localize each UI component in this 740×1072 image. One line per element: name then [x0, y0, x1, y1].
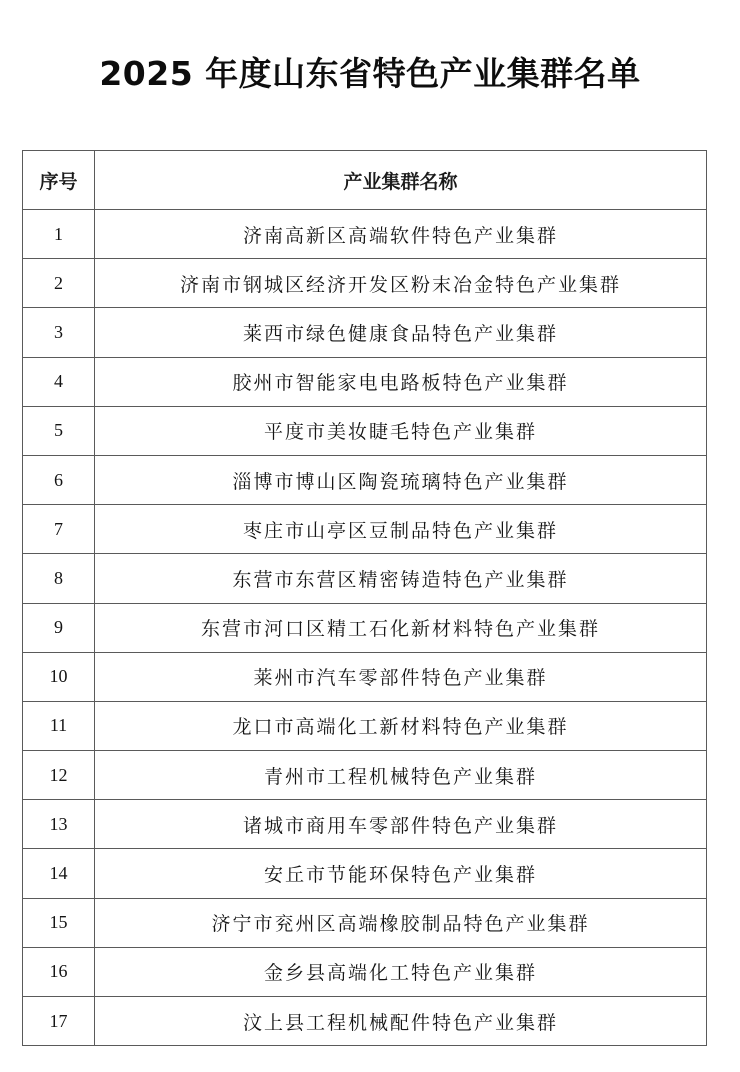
row-number: 8	[23, 554, 95, 603]
table-row	[23, 898, 707, 947]
table-row	[23, 210, 707, 259]
row-number: 16	[23, 947, 95, 996]
table-row	[23, 603, 707, 652]
table-row	[23, 997, 707, 1046]
table-body	[23, 210, 707, 1046]
row-number: 15	[23, 898, 95, 947]
page-title: 2025 年度山东省特色产业集群名单	[99, 54, 641, 93]
row-number: 17	[23, 997, 95, 1046]
table-row	[23, 947, 707, 996]
cluster-name: 平度市美妆睫毛特色产业集群	[95, 406, 707, 455]
table-row	[23, 308, 707, 357]
row-number: 11	[23, 701, 95, 750]
cluster-name: 汶上县工程机械配件特色产业集群	[95, 997, 707, 1046]
cluster-name: 胶州市智能家电电路板特色产业集群	[95, 357, 707, 406]
cluster-name: 青州市工程机械特色产业集群	[95, 751, 707, 800]
cluster-name: 枣庄市山亭区豆制品特色产业集群	[95, 505, 707, 554]
cluster-name: 济南高新区高端软件特色产业集群	[95, 210, 707, 259]
row-number: 3	[23, 308, 95, 357]
cluster-name: 金乡县高端化工特色产业集群	[95, 947, 707, 996]
table-row	[23, 357, 707, 406]
column-header-no: 序号	[23, 151, 95, 210]
row-number: 1	[23, 210, 95, 259]
table-header-row	[23, 151, 707, 210]
cluster-name: 济宁市兖州区高端橡胶制品特色产业集群	[95, 898, 707, 947]
cluster-list-table	[22, 150, 707, 1046]
row-number: 6	[23, 455, 95, 504]
table-row	[23, 554, 707, 603]
table-row	[23, 259, 707, 308]
table-row	[23, 751, 707, 800]
row-number: 2	[23, 259, 95, 308]
table-row	[23, 652, 707, 701]
table-row	[23, 406, 707, 455]
table-row	[23, 849, 707, 898]
table-row	[23, 455, 707, 504]
cluster-name: 龙口市高端化工新材料特色产业集群	[95, 701, 707, 750]
row-number: 7	[23, 505, 95, 554]
cluster-name: 诸城市商用车零部件特色产业集群	[95, 800, 707, 849]
row-number: 4	[23, 357, 95, 406]
cluster-name: 安丘市节能环保特色产业集群	[95, 849, 707, 898]
row-number: 14	[23, 849, 95, 898]
table-row	[23, 505, 707, 554]
column-header-name: 产业集群名称	[95, 151, 707, 210]
cluster-name: 莱西市绿色健康食品特色产业集群	[95, 308, 707, 357]
row-number: 10	[23, 652, 95, 701]
cluster-name: 莱州市汽车零部件特色产业集群	[95, 652, 707, 701]
cluster-name: 东营市河口区精工石化新材料特色产业集群	[95, 603, 707, 652]
row-number: 9	[23, 603, 95, 652]
row-number: 12	[23, 751, 95, 800]
cluster-name: 东营市东营区精密铸造特色产业集群	[95, 554, 707, 603]
row-number: 5	[23, 406, 95, 455]
table-row	[23, 701, 707, 750]
table-row	[23, 800, 707, 849]
cluster-name: 淄博市博山区陶瓷琉璃特色产业集群	[95, 455, 707, 504]
row-number: 13	[23, 800, 95, 849]
cluster-name: 济南市钢城区经济开发区粉末冶金特色产业集群	[95, 259, 707, 308]
